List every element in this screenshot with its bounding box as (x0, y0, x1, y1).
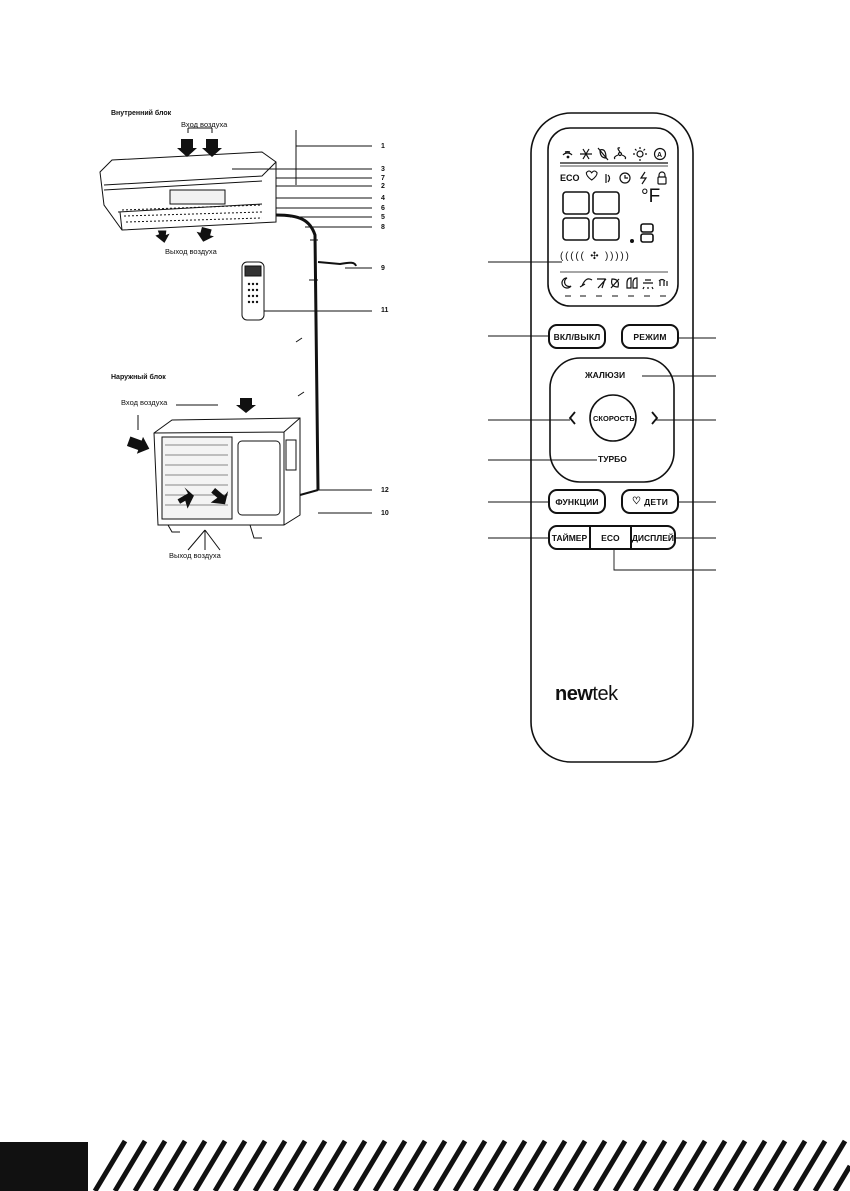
outdoor-air-out-label: Выход воздуха (169, 551, 221, 560)
bottom-button-group (548, 525, 676, 550)
functions-button[interactable]: ФУНКЦИИ (548, 489, 606, 514)
kids-label: ДЕТИ (644, 496, 668, 507)
svg-text:A: A (657, 152, 663, 159)
callout-5: 5 (381, 214, 385, 221)
turbo-button[interactable]: ТУРБО (598, 454, 627, 464)
indoor-air-out-label: Выход воздуха (165, 247, 217, 256)
power-button[interactable]: ВКЛ/ВЫКЛ (548, 324, 606, 349)
callout-3: 3 (381, 166, 385, 173)
indoor-air-in-label: Вход воздуха (181, 120, 228, 129)
kids-button[interactable] (621, 489, 679, 514)
display-swing-indicator: ((((( ✣ ))))) (560, 251, 631, 262)
speed-button[interactable]: СКОРОСТЬ (593, 414, 635, 423)
heart-icon: ♡ (632, 496, 642, 507)
callout-6: 6 (381, 205, 385, 212)
callout-9: 9 (381, 265, 385, 272)
outdoor-unit-heading: Наружный блок (111, 374, 166, 381)
display-button[interactable]: ДИСПЛЕЙ (631, 532, 674, 543)
display-unit: °F (641, 186, 661, 207)
callout-10: 10 (381, 510, 389, 517)
callout-11: 11 (381, 307, 389, 314)
footer-hatching (95, 1141, 850, 1191)
callout-4: 4 (381, 195, 385, 202)
brand-logo: newtek (555, 683, 618, 705)
display-eco-indicator: ECO (560, 173, 580, 183)
indoor-unit-heading: Внутренний блок (111, 110, 172, 117)
eco-button[interactable]: ECO (591, 527, 632, 548)
left-arrow-button[interactable] (566, 410, 582, 430)
callout-7: 7 (381, 175, 385, 182)
footer-page-block (0, 1142, 88, 1191)
timer-button[interactable]: ТАЙМЕР (550, 527, 591, 548)
callout-8: 8 (381, 224, 385, 231)
callout-1: 1 (381, 143, 385, 150)
outdoor-air-in-label: Вход воздуха (121, 398, 168, 407)
right-arrow-button[interactable] (646, 410, 662, 430)
callout-2: 2 (381, 183, 385, 190)
mode-button[interactable]: РЕЖИМ (621, 324, 679, 349)
callout-12: 12 (381, 487, 389, 494)
louver-button[interactable]: ЖАЛЮЗИ (585, 370, 626, 380)
